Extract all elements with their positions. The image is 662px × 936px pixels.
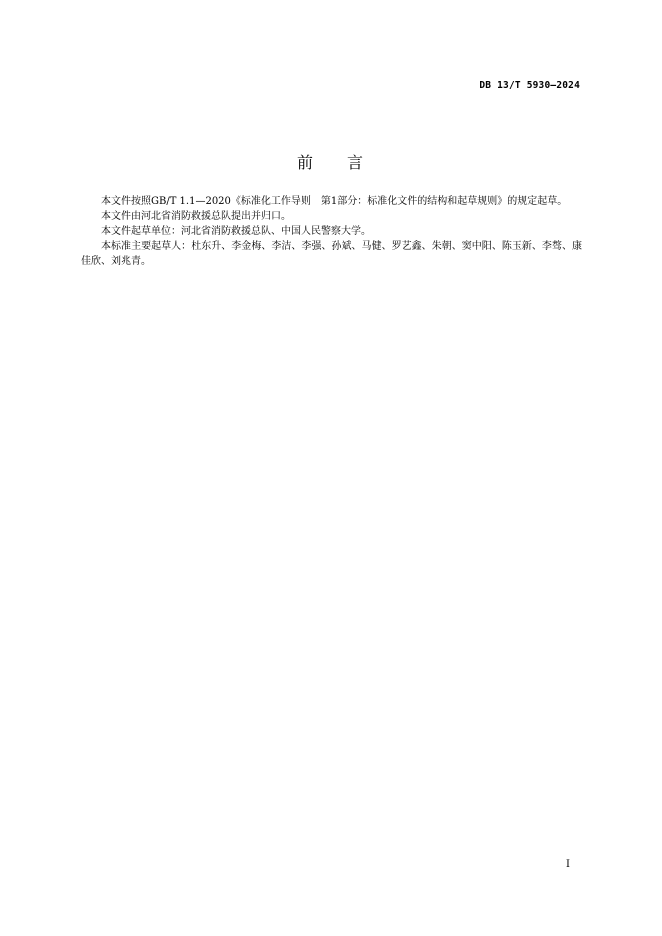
paragraph-drafting-units: 本文件起草单位：河北省消防救援总队、中国人民警察大学。: [101, 226, 371, 237]
page-title: [0, 150, 662, 173]
paragraph-drafters: 本标准主要起草人：杜东升、李金梅、李洁、李强、孙斌、马健、罗艺鑫、朱朝、窦中阳、陈玉新、李骜、康佳欣、刘兆青。: [81, 241, 582, 267]
title-char-2: 言: [347, 153, 366, 172]
document-code: DB 13/T 5930—2024: [479, 80, 580, 91]
paragraph-standard-reference: 本文件按照GB/T 1.1—2020《标准化工作导则 第1部分：标准化文件的结构和起草规则》的规定起草。: [101, 196, 568, 207]
page-number: I: [566, 859, 570, 870]
paragraph-proposer: 本文件由河北省消防救援总队提出并归口。: [101, 211, 291, 222]
foreword-body: [81, 194, 582, 269]
title-char-1: 前: [296, 153, 315, 172]
